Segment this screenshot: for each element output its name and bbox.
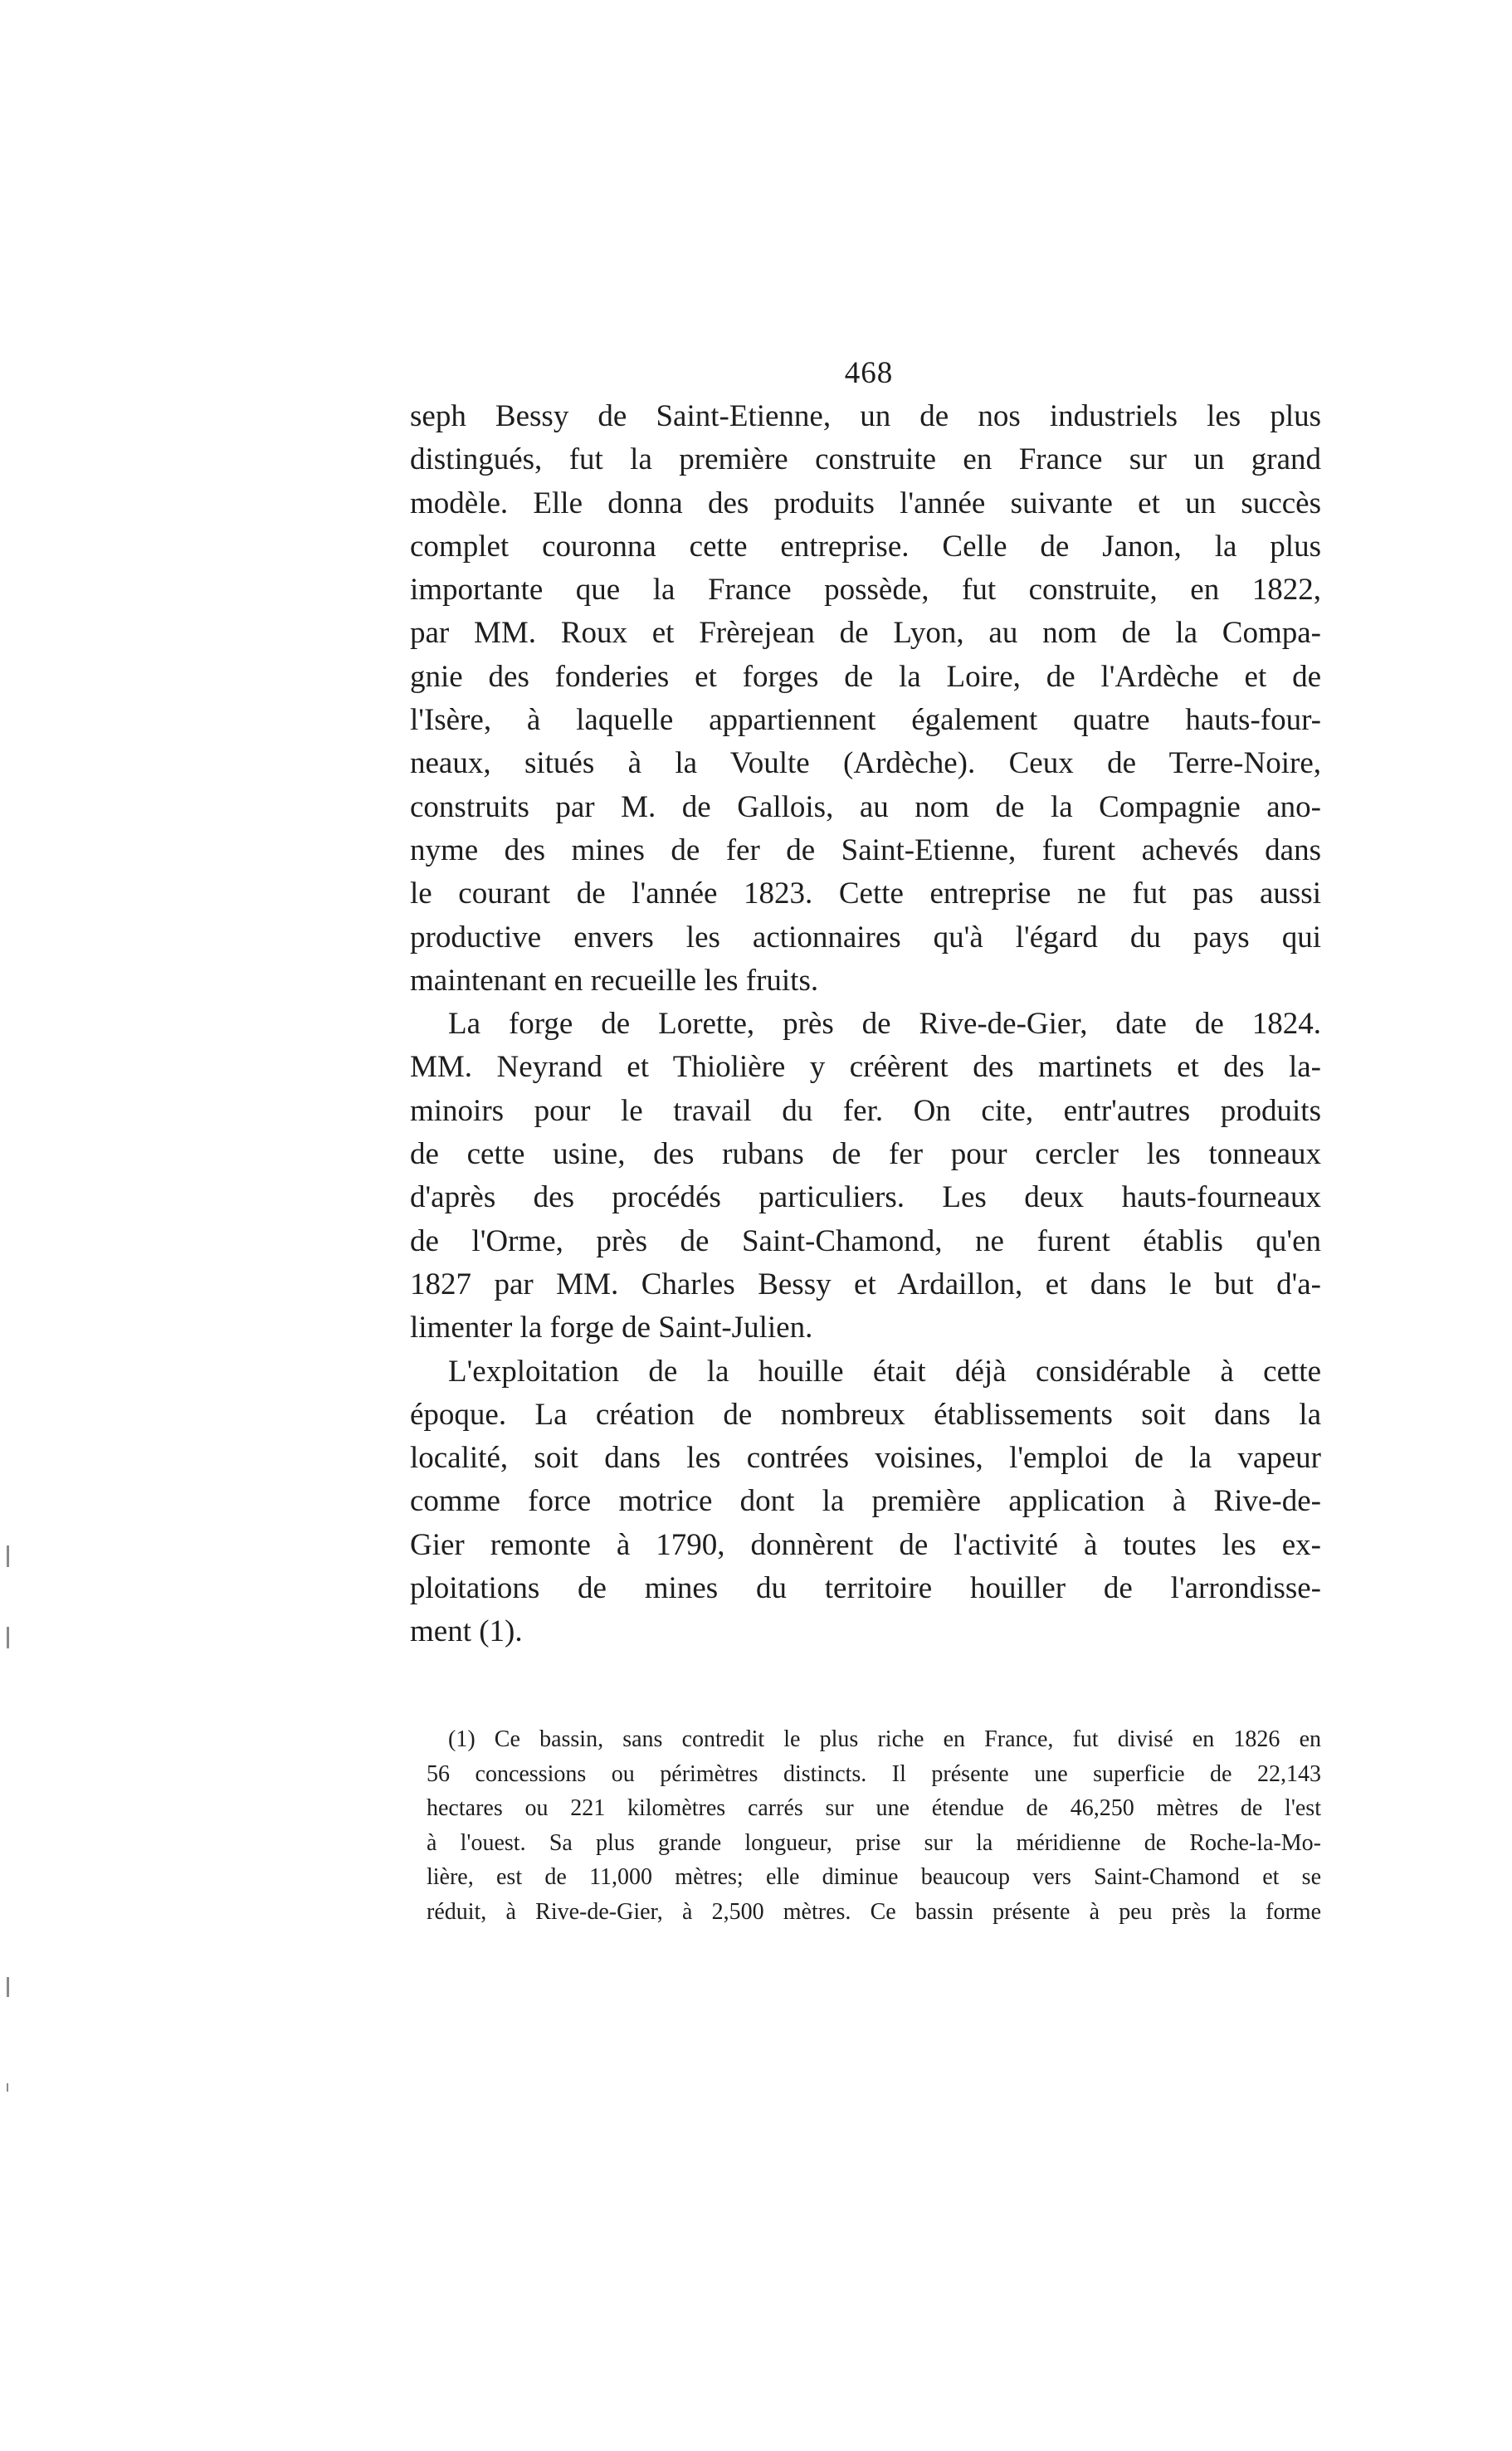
text-line: importante que la France possède, fut construite, en 1822, bbox=[410, 573, 1321, 608]
text-line: seph Bessy de Saint-Etienne, un de nos industriels les plus bbox=[410, 399, 1321, 433]
text-line: le courant de l'année 1823. Cette entreprise ne fut pas aussi bbox=[410, 876, 1321, 911]
text-line: ploitations de mines du territoire houiller de l'arrondisse- bbox=[410, 1571, 1321, 1606]
text-line: localité, soit dans les contrées voisines, l'emploi de la vapeur bbox=[410, 1441, 1321, 1476]
text-line: par MM. Roux et Frèrejean de Lyon, au nom de la Compa- bbox=[410, 616, 1321, 651]
footnote-line: 56 concessions ou périmètres distincts. Il présente une superficie de 22,143 bbox=[427, 1760, 1321, 1787]
text-line: comme force motrice dont la première application à Rive-de- bbox=[410, 1484, 1321, 1519]
text-line: complet couronna cette entreprise. Celle de Janon, la plus bbox=[410, 529, 1321, 564]
text-line: Gier remonte à 1790, donnèrent de l'activité à toutes les ex- bbox=[410, 1527, 1321, 1562]
footnote-line: à l'ouest. Sa plus grande longueur, prise sur la méridienne de Roche-la-Mo- bbox=[427, 1829, 1321, 1856]
text-line: maintenant en recueille les fruits. bbox=[410, 963, 819, 998]
page-number: 468 bbox=[844, 356, 894, 390]
text-line: MM. Neyrand et Thiolière y créèrent des martinets et des la- bbox=[410, 1050, 1321, 1085]
text-line: de l'Orme, près de Saint-Chamond, ne furent établis qu'en bbox=[410, 1223, 1321, 1258]
text-line: époque. La création de nombreux établissements soit dans la bbox=[410, 1397, 1321, 1432]
text-line: 1827 par MM. Charles Bessy et Ardaillon, et dans le but d'a- bbox=[410, 1267, 1321, 1301]
footnote-line: lière, est de 11,000 mètres; elle diminue beaucoup vers Saint-Chamond et se bbox=[427, 1864, 1321, 1890]
text-line: l'Isère, à laquelle appartiennent également quatre hauts-four- bbox=[410, 703, 1321, 738]
footnote-line: réduit, à Rive-de-Gier, à 2,500 mètres. Ce bassin présente à peu près la forme bbox=[427, 1898, 1321, 1925]
text-line: nyme des mines de fer de Saint-Etienne, furent achevés dans bbox=[410, 832, 1321, 867]
scan-artifact bbox=[7, 1627, 9, 1648]
text-line: ment (1). bbox=[410, 1614, 523, 1649]
text-line: d'après des procédés particuliers. Les deux hauts-fourneaux bbox=[410, 1180, 1321, 1215]
text-line: L'exploitation de la houille était déjà considérable à cette bbox=[448, 1354, 1321, 1389]
scan-artifact bbox=[7, 1977, 9, 1997]
scan-artifact bbox=[7, 1545, 9, 1567]
footnote bbox=[427, 1722, 1321, 1929]
text-line: gnie des fonderies et forges de la Loire, de l'Ardèche et de bbox=[410, 659, 1321, 694]
body-text bbox=[410, 395, 1321, 1654]
footnote-line: (1) Ce bassin, sans contredit le plus riche en France, fut divisé en 1826 en bbox=[448, 1726, 1321, 1752]
text-line: limenter la forge de Saint-Julien. bbox=[410, 1311, 813, 1345]
text-line: modèle. Elle donna des produits l'année suivante et un succès bbox=[410, 486, 1321, 520]
scan-artifact bbox=[7, 2083, 8, 2092]
footnote-line: hectares ou 221 kilomètres carrés sur une étendue de 46,250 mètres de l'est bbox=[427, 1795, 1321, 1821]
text-line: distingués, fut la première construite en France sur un grand bbox=[410, 442, 1321, 477]
text-line: neaux, situés à la Voulte (Ardèche). Ceux de Terre-Noire, bbox=[410, 746, 1321, 781]
text-line: construits par M. de Gallois, au nom de la Compagnie ano- bbox=[410, 789, 1321, 824]
text-line: minoirs pour le travail du fer. On cite, entr'autres produits bbox=[410, 1093, 1321, 1128]
text-line: La forge de Lorette, près de Rive-de-Gier, date de 1824. bbox=[448, 1007, 1321, 1042]
text-line: productive envers les actionnaires qu'à l'égard du pays qui bbox=[410, 920, 1321, 955]
text-line: de cette usine, des rubans de fer pour cercler les tonneaux bbox=[410, 1137, 1321, 1172]
